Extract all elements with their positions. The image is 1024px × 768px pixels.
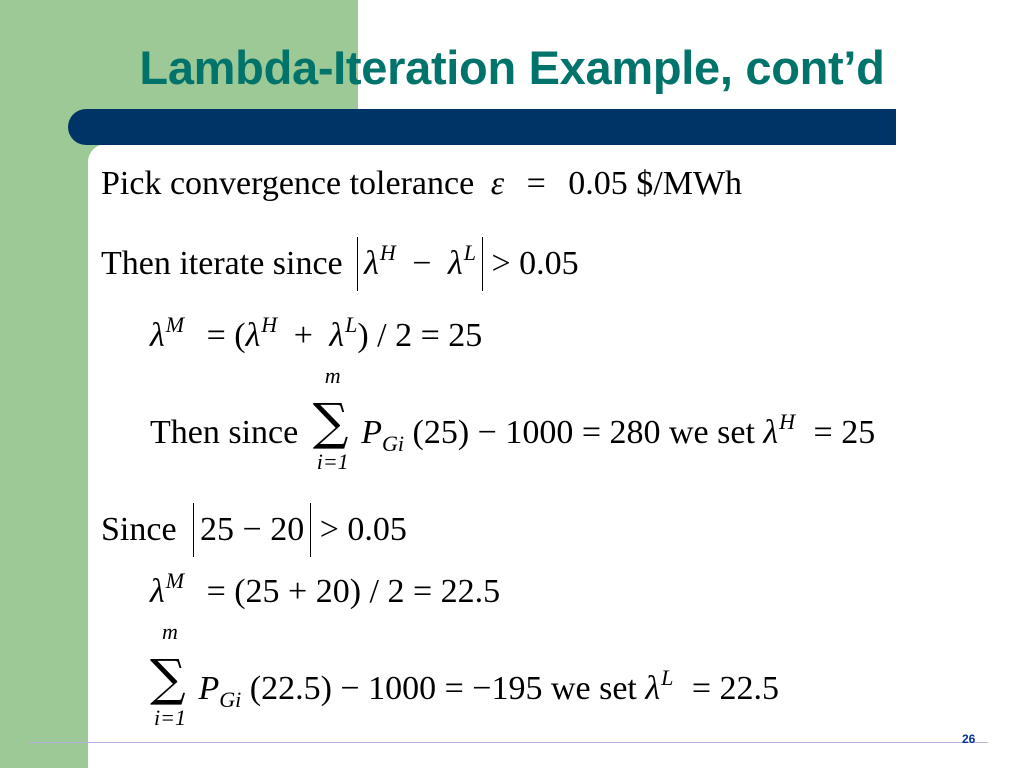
line-then-since-sum <box>150 363 876 474</box>
sum-expression: (22.5) − 1000 = −195 we set <box>249 670 637 707</box>
lambda-symbol: λ <box>150 317 165 354</box>
abs-difference: 25 − 20 <box>193 503 311 557</box>
line-tolerance <box>101 167 742 201</box>
footer-divider <box>28 742 988 743</box>
summation <box>312 363 353 474</box>
sum-expression: (25) − 1000 = 280 we set <box>412 414 755 451</box>
plus-sign: + <box>293 317 313 354</box>
threshold-comparison: > 0.05 <box>491 245 579 282</box>
lambda-symbol: λ <box>645 670 661 707</box>
sum-upper-limit: m <box>324 363 341 388</box>
line-lambda-midpoint-2 <box>150 568 501 610</box>
superscript-m: M <box>165 568 185 593</box>
since-text: Since <box>101 511 177 548</box>
result-value: = 22.5 <box>691 670 780 707</box>
threshold-comparison: > 0.05 <box>319 511 407 548</box>
sum-lower-limit: i=1 <box>316 449 349 474</box>
page-number: 26 <box>962 732 976 746</box>
superscript-h: H <box>379 240 396 265</box>
result-value: = 25 <box>813 414 876 451</box>
midpoint-expression: = (25 + 20) / 2 = 22.5 <box>206 573 501 610</box>
abs-lambda-difference <box>357 237 483 291</box>
p-symbol: P <box>361 414 382 451</box>
lambda-symbol: λ <box>150 573 165 610</box>
lambda-symbol: λ <box>364 245 379 282</box>
tolerance-value: 0.05 $/MWh <box>568 165 743 202</box>
line-sum-second <box>150 619 780 730</box>
superscript-h: H <box>779 409 796 434</box>
lambda-symbol: λ <box>763 414 779 451</box>
superscript-l: L <box>345 312 358 337</box>
slide-title: Lambda-Iteration Example, cont’d <box>139 41 885 94</box>
sum-upper-limit: m <box>162 619 178 644</box>
line-iterate-condition <box>101 237 579 291</box>
superscript-m: M <box>165 312 185 337</box>
equals-sign: = <box>526 165 546 202</box>
line-since-abs <box>101 503 407 557</box>
lambda-symbol: λ <box>447 245 463 282</box>
epsilon-symbol: ε <box>490 165 505 202</box>
subscript-gi: Gi <box>382 431 404 456</box>
line-lambda-midpoint <box>150 312 483 354</box>
iterate-text: Then iterate since <box>101 245 343 282</box>
superscript-l: L <box>463 240 476 265</box>
title-underline-bar <box>68 109 896 145</box>
superscript-l: L <box>661 665 674 690</box>
equation-close: ) / 2 = 25 <box>357 317 483 354</box>
lambda-symbol: λ <box>245 317 261 354</box>
sigma-icon: ∑ <box>150 649 186 707</box>
minus-sign: − <box>412 245 432 282</box>
superscript-h: H <box>261 312 278 337</box>
tolerance-text: Pick convergence tolerance <box>101 165 475 202</box>
then-since-text: Then since <box>150 414 299 451</box>
lambda-symbol: λ <box>329 317 345 354</box>
sum-lower-limit: i=1 <box>154 705 186 730</box>
sigma-icon: ∑ <box>312 393 349 451</box>
subscript-gi: Gi <box>219 687 242 712</box>
summation <box>150 619 190 730</box>
equation-open: = ( <box>206 317 246 354</box>
p-symbol: P <box>198 670 220 707</box>
